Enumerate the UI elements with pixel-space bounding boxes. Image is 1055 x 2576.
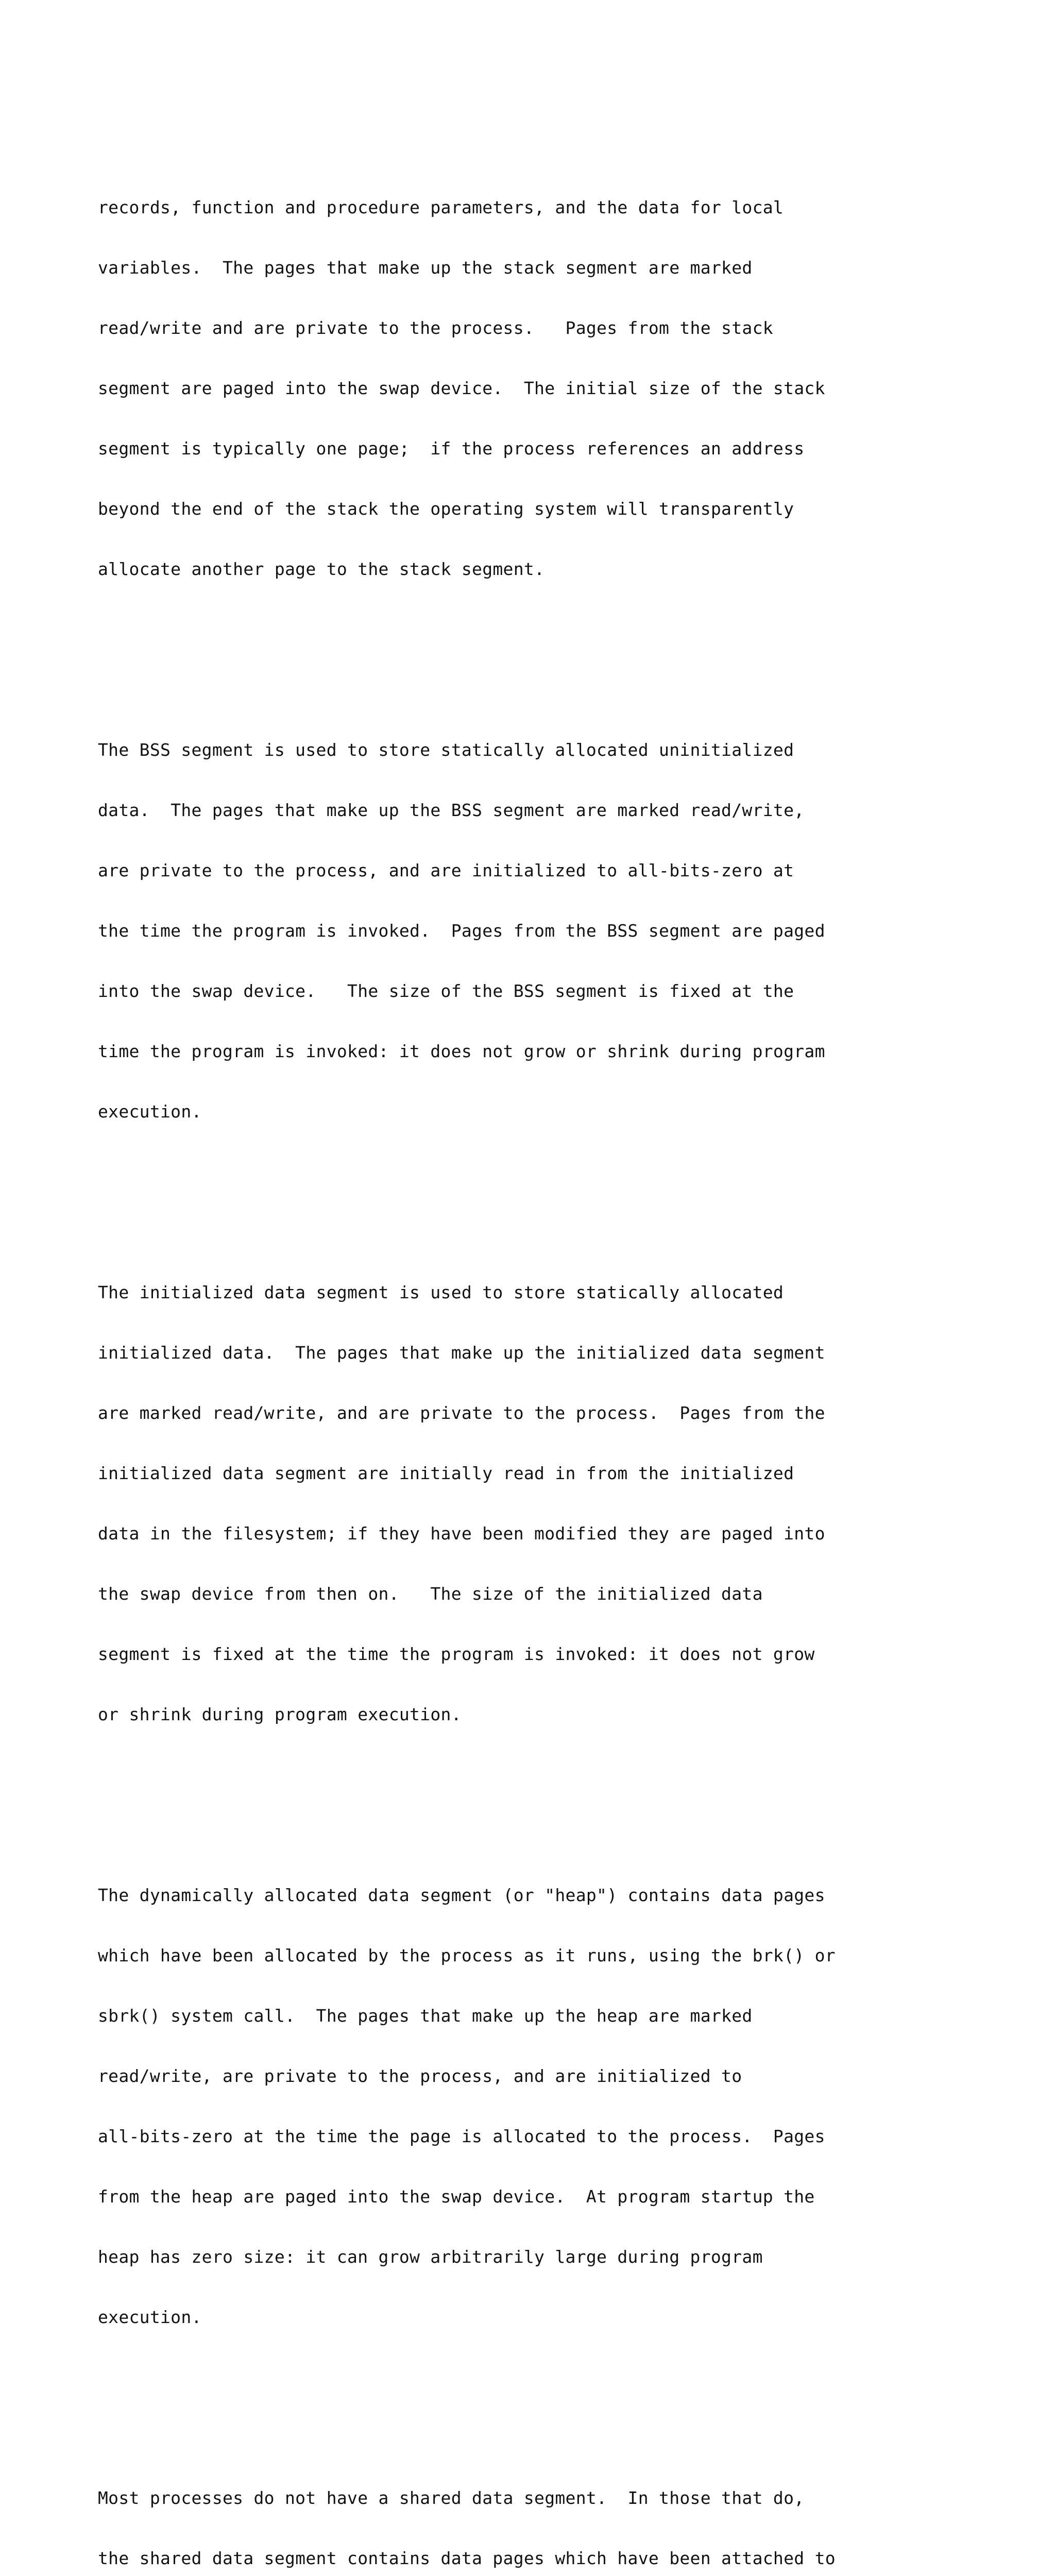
text-line: data. The pages that make up the BSS segment are marked read/write, xyxy=(98,800,805,820)
paragraph-shared-data-segment xyxy=(98,2448,974,2576)
text-line: execution. xyxy=(98,2307,202,2327)
text-line: The dynamically allocated data segment (or "heap") contains data pages xyxy=(98,1885,825,1905)
text-line: the swap device from then on. The size of the initialized data xyxy=(98,1584,763,1604)
text-line: time the program is invoked: it does not grow or shrink during program xyxy=(98,1041,825,1061)
text-line: read/write, are private to the process, and are initialized to xyxy=(98,2066,742,2086)
text-line: from the heap are paged into the swap device. At program startup the xyxy=(98,2187,815,2207)
text-line: The BSS segment is used to store statically allocated uninitialized xyxy=(98,740,794,760)
text-line: are private to the process, and are initialized to all-bits-zero at xyxy=(98,860,794,880)
text-line: or shrink during program execution. xyxy=(98,1704,462,1724)
text-line: all-bits-zero at the time the page is allocated to the process. Pages xyxy=(98,2126,825,2146)
text-line: into the swap device. The size of the BSS segment is fixed at the xyxy=(98,981,794,1001)
text-line: The initialized data segment is used to store statically allocated xyxy=(98,1282,784,1302)
document-body xyxy=(98,97,974,2576)
text-line: segment is typically one page; if the process references an address xyxy=(98,438,805,459)
text-line: the time the program is invoked. Pages from the BSS segment are paged xyxy=(98,921,825,941)
text-line: are marked read/write, and are private to the process. Pages from the xyxy=(98,1403,825,1423)
text-line: the shared data segment contains data pages which have been attached to xyxy=(98,2548,836,2568)
paragraph-initialized-data-segment xyxy=(98,1242,974,1765)
text-line: which have been allocated by the process as it runs, using the brk() or xyxy=(98,1945,836,1965)
paragraph-heap-segment xyxy=(98,1845,974,2367)
text-line: read/write and are private to the process. Pages from the stack xyxy=(98,318,773,338)
text-line: initialized data. The pages that make up the initialized data segment xyxy=(98,1343,825,1363)
text-line: data in the filesystem; if they have been modified they are paged into xyxy=(98,1523,825,1544)
text-line: execution. xyxy=(98,1101,202,1122)
text-line: beyond the end of the stack the operating system will transparently xyxy=(98,499,794,519)
text-line: allocate another page to the stack segment. xyxy=(98,559,545,579)
paragraph-bss-segment xyxy=(98,700,974,1162)
text-line: variables. The pages that make up the stack segment are marked xyxy=(98,258,753,278)
paragraph-stack-segment-continued xyxy=(98,157,974,619)
text-line: sbrk() system call. The pages that make up the heap are marked xyxy=(98,2006,753,2026)
text-line: segment is fixed at the time the program is invoked: it does not grow xyxy=(98,1644,815,1664)
text-line: heap has zero size: it can grow arbitrarily large during program xyxy=(98,2247,763,2267)
text-line: records, function and procedure parameters, and the data for local xyxy=(98,197,784,217)
text-line: initialized data segment are initially read in from the initialized xyxy=(98,1463,794,1483)
text-line: Most processes do not have a shared data segment. In those that do, xyxy=(98,2488,805,2508)
text-line: segment are paged into the swap device. The initial size of the stack xyxy=(98,378,825,398)
